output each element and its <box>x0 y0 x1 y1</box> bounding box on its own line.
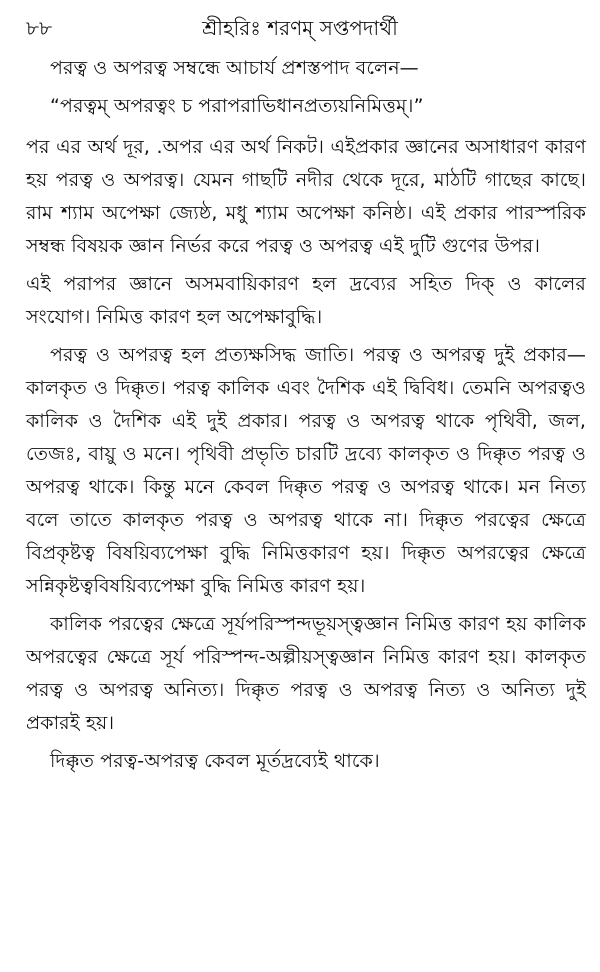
paragraph-temporal: কালিক পরত্বের ক্ষেত্রে সূর্যপরিস্পন্দভূয়স্ত্বজ্ঞান নিমিত্ত কারণ হয় কালিক অপরত্বের ক্ষেত্রে সূর্য পরিস্পন্দ-অল্পীয়স্ত্বজ্ঞান নিমিত্ত কারণ হয়। কালকৃত পরত্ব ও অপরত্ব অনিত্য। দিক্কৃত পরত্ব ও অপরত্ব নিত্য ও অনিত্য দুই প্রকারই হয়। <box>26 613 586 734</box>
paragraph-intro: পরত্ব ও অপরত্ব সম্বন্ধে আচার্য প্রশস্তপাদ বলেন— <box>50 57 419 79</box>
paragraph-causes: এই পরাপর জ্ঞানে অসমবায়িকারণ হল দ্রব্যের সহিত দিক্ ও কালের সংযোগ। নিমিত্ত কারণ হল অপেক্ষাবুদ্ধি। <box>26 273 586 328</box>
body-text <box>26 52 586 783</box>
page-number: ৮৮ <box>26 16 52 40</box>
paragraph-definition: পর এর অর্থ দূর, .অপর এর অর্থ নিকট। এইপ্রকার জ্ঞানের অসাধারণ কারণ হয় পরত্ব ও অপরত্ব। যেমন গাছটি নদীর থেকে দূরে, মাঠটি গাছের কাছে। রাম শ্যাম অপেক্ষা জ্যেষ্ঠ, মধু শ্যাম অপেক্ষা কনিষ্ঠ। এই প্রকার পারস্পরিক সম্বন্ধ বিষয়ক জ্ঞান নির্ভর করে পরত্ব ও অপরত্ব এই দুটি গুণের উপর। <box>26 136 586 257</box>
running-title: শ্রীহরিঃ শরণম্ সপ্তপদার্থী <box>202 16 398 40</box>
paragraph-spatial: দিক্কৃত পরত্ব-অপরত্ব কেবল মূর্তদ্রব্যেই থাকে। <box>50 750 380 772</box>
paragraph-types: পরত্ব ও অপরত্ব হল প্রত্যক্ষসিদ্ধ জাতি। পরত্ব ও অপরত্ব দুই প্রকার—কালকৃত ও দিক্কৃত। পরত্ব কালিক এবং দৈশিক এই দ্বিবিধ। তেমনি অপরত্বও কালিক ও দৈশিক এই দুই প্রকার। পরত্ব ও অপরত্ব থাকে পৃথিবী, জল, তেজঃ, বায়ু ও মনে। পৃথিবী প্রভৃতি চারটি দ্রব্যে কালকৃত ও দিক্কৃত পরত্ব ও অপরত্ব থাকে। কিন্তু মনে কেবল দিক্কৃত পরত্ব ও অপরত্ব থাকে। মন নিত্য বলে তাতে কালকৃত পরত্ব ও অপরত্ব থাকে না। দিক্কৃত পরত্বের ক্ষেত্রে বিপ্রকৃষ্টত্ব বিষয়িব্যপেক্ষা বুদ্ধি নিমিত্তকারণ হয়। দিক্কৃত অপরত্বের ক্ষেত্রে সন্নিকৃষ্টত্ববিষয়িব্যপেক্ষা বুদ্ধি নিমিত্ত কারণ হয়। <box>26 344 586 597</box>
quotation: “পরত্বম্ অপরত্বং চ পরাপরাভিধানপ্রত্যয়নিমিত্তম্।” <box>50 95 424 117</box>
page-header <box>0 14 600 44</box>
